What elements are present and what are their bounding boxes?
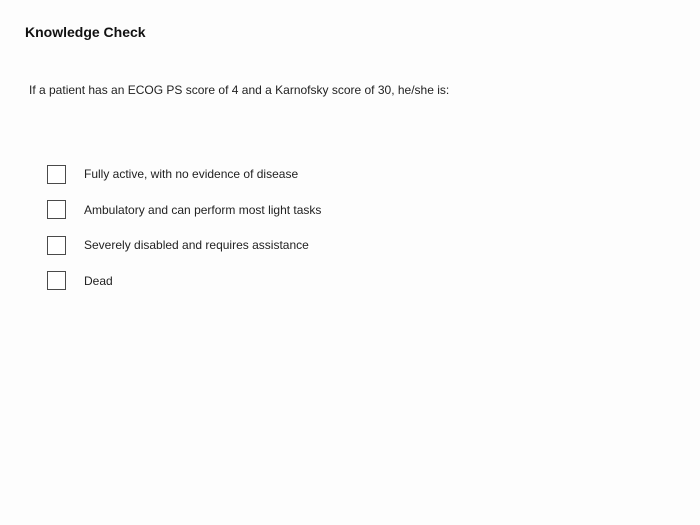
answer-option[interactable] (47, 162, 321, 186)
answer-checkbox[interactable] (47, 200, 66, 219)
answer-checkbox[interactable] (47, 165, 66, 184)
answer-label[interactable]: Ambulatory and can perform most light tasks (84, 202, 322, 217)
answer-option[interactable] (47, 198, 321, 222)
answer-checkbox[interactable] (47, 236, 66, 255)
page-title: Knowledge Check (25, 24, 146, 40)
answer-options (47, 162, 321, 304)
answer-label[interactable]: Fully active, with no evidence of disease (84, 167, 299, 181)
answer-label[interactable]: Dead (84, 273, 113, 288)
answer-option[interactable] (47, 233, 321, 257)
question-text: If a patient has an ECOG PS score of 4 and a Karnofsky score of 30, he/she is: (29, 83, 450, 97)
answer-checkbox[interactable] (47, 271, 66, 290)
answer-option[interactable] (47, 269, 321, 293)
answer-label[interactable]: Severely disabled and requires assistance (84, 238, 309, 252)
